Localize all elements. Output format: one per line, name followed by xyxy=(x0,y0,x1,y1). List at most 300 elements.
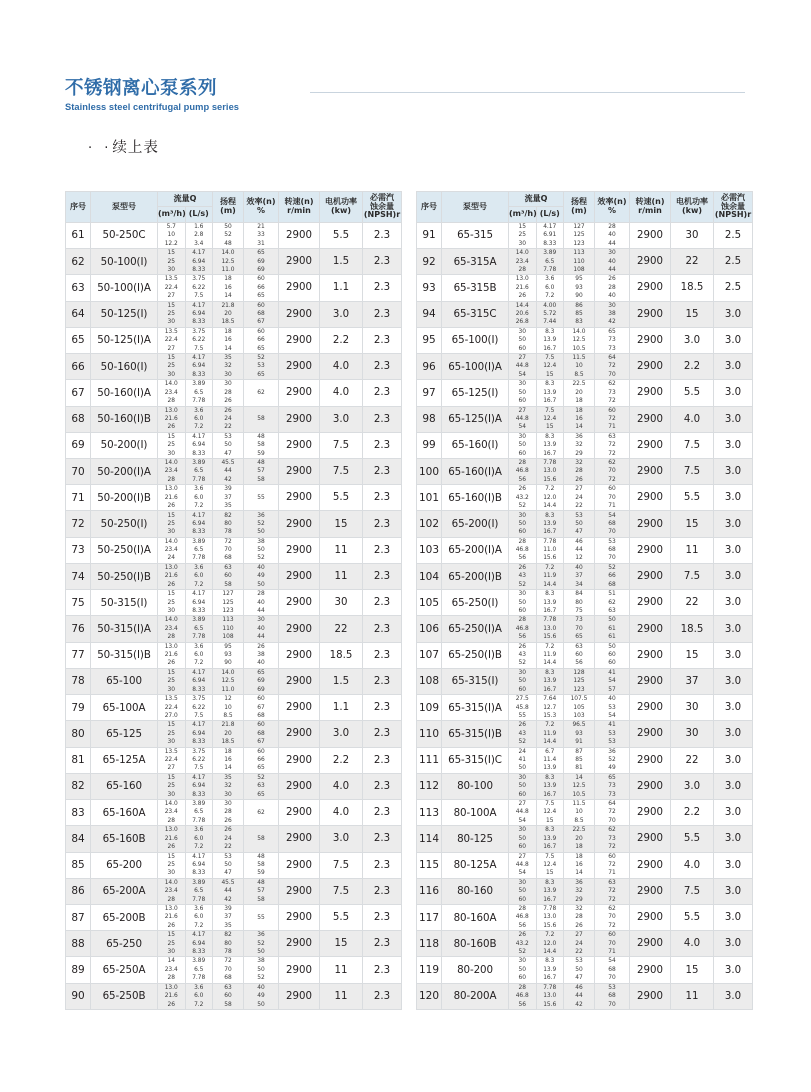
table-row[interactable] xyxy=(66,904,402,930)
cell-head-value: 30 xyxy=(224,801,232,808)
cell-head xyxy=(213,616,244,642)
cell-flow-ls-value: 3.89 xyxy=(543,250,557,257)
cell-head-value: 50 xyxy=(224,861,232,868)
table-row[interactable] xyxy=(417,354,753,380)
cell-seq: 104 xyxy=(417,563,442,589)
cell-flow-ls-value: 16.7 xyxy=(543,345,557,352)
cell-npsh: 2.3 xyxy=(363,511,402,537)
cell-flow-ls-value: 13.9 xyxy=(543,783,557,790)
cell-flow-m3h xyxy=(509,957,537,983)
cell-efficiency xyxy=(244,931,279,957)
table-row[interactable] xyxy=(417,327,753,353)
cell-flow-ls-value: 12.7 xyxy=(543,704,557,711)
cell-power: 3.0 xyxy=(320,406,363,432)
cell-flow-m3h xyxy=(509,616,537,642)
cell-flow-ls-value: 14.4 xyxy=(543,949,557,955)
col-header-npsh-l1: 必需汽 xyxy=(370,193,394,202)
col-header-flow-m3h: (m³/h) xyxy=(509,207,537,222)
cell-flow-ls-value: 11.9 xyxy=(543,652,557,659)
table-row[interactable] xyxy=(66,668,402,694)
cell-flow-m3h-value: 46.8 xyxy=(515,993,529,1000)
cell-head-value: 29 xyxy=(575,450,583,457)
cell-flow-m3h-value: 26 xyxy=(518,722,526,729)
cell-head-value: 22 xyxy=(575,503,583,510)
cell-efficiency-value: 73 xyxy=(608,389,616,396)
cell-efficiency-value: 21 xyxy=(257,223,265,230)
cell-power: 30 xyxy=(671,695,714,721)
cell-head-value: 18.5 xyxy=(221,319,235,326)
cell-flow-ls xyxy=(185,511,213,537)
table-row[interactable] xyxy=(66,773,402,799)
table-row[interactable] xyxy=(66,511,402,537)
cell-model: 65-250B xyxy=(91,983,158,1010)
cell-seq: 97 xyxy=(417,380,442,406)
cell-speed: 2900 xyxy=(630,301,671,327)
table-row[interactable] xyxy=(417,852,753,878)
table-row[interactable] xyxy=(417,432,753,458)
cell-flow-ls-value: 16.7 xyxy=(543,529,557,536)
table-row[interactable] xyxy=(417,642,753,668)
cell-model: 80-200A xyxy=(442,983,509,1010)
cell-speed: 2900 xyxy=(630,485,671,511)
table-row[interactable] xyxy=(417,275,753,301)
cell-efficiency-value: 38 xyxy=(608,311,616,317)
cell-seq: 80 xyxy=(66,721,91,747)
cell-head-value: 70 xyxy=(224,966,232,973)
cell-flow-m3h-value: 27 xyxy=(167,345,175,352)
cell-head-value: 125 xyxy=(573,678,585,685)
cell-speed: 2900 xyxy=(279,668,320,694)
cell-head-value: 37 xyxy=(224,914,232,921)
cell-efficiency-value: 36 xyxy=(257,932,265,939)
cell-efficiency-value: 70 xyxy=(608,468,616,475)
col-header-power-l1: 电机功率 xyxy=(325,197,357,207)
cell-power: 5.5 xyxy=(320,904,363,930)
cell-efficiency xyxy=(595,275,630,301)
cell-efficiency xyxy=(595,904,630,930)
cell-head-value: 24 xyxy=(575,940,583,947)
cell-flow-m3h-value: 56 xyxy=(518,1001,526,1008)
cell-efficiency-value: 65 xyxy=(257,669,265,676)
cell-efficiency-value: 30 xyxy=(608,302,616,309)
cell-npsh: 2.3 xyxy=(363,931,402,957)
cell-flow-m3h-value: 50 xyxy=(518,599,526,606)
table-row[interactable] xyxy=(417,301,753,327)
cell-head-value: 16 xyxy=(575,415,583,422)
cell-head-value: 68 xyxy=(224,555,232,562)
col-header-npsh xyxy=(363,192,402,223)
col-header-speed-l2: r/min xyxy=(287,205,311,215)
cell-flow-m3h-value: 25 xyxy=(167,520,175,527)
cell-head-value: 14 xyxy=(224,293,232,300)
table-row[interactable] xyxy=(417,563,753,589)
cell-speed: 2900 xyxy=(279,616,320,642)
cell-flow-ls-value: 7.5 xyxy=(194,765,204,772)
table-row[interactable] xyxy=(417,590,753,616)
cell-speed: 2900 xyxy=(630,380,671,406)
table-row[interactable] xyxy=(417,721,753,747)
table-row[interactable] xyxy=(66,406,402,432)
cell-flow-m3h-value: 56 xyxy=(518,922,526,929)
cell-seq: 118 xyxy=(417,931,442,957)
cell-power: 4.0 xyxy=(671,931,714,957)
table-row[interactable] xyxy=(66,458,402,484)
cell-flow-m3h-value: 30 xyxy=(167,739,175,746)
cell-head-value: 44 xyxy=(224,888,232,895)
table-row[interactable] xyxy=(66,616,402,642)
cell-flow-ls-value: 14.4 xyxy=(543,581,557,588)
cell-head-value: 108 xyxy=(573,266,585,273)
cell-head-value: 32 xyxy=(224,783,232,790)
cell-seq: 115 xyxy=(417,852,442,878)
cell-flow-m3h-value: 52 xyxy=(518,739,526,746)
cell-flow-m3h xyxy=(158,747,186,773)
cell-flow-m3h xyxy=(158,773,186,799)
cell-efficiency xyxy=(595,301,630,327)
cell-speed: 2900 xyxy=(279,904,320,930)
cell-model: 50-200(I)B xyxy=(91,485,158,511)
cell-flow-m3h xyxy=(509,642,537,668)
cell-npsh: 3.0 xyxy=(714,563,753,589)
cell-npsh: 3.0 xyxy=(714,826,753,852)
cell-speed: 2900 xyxy=(630,511,671,537)
cell-efficiency-value: 50 xyxy=(257,547,265,554)
table-row[interactable] xyxy=(417,249,753,275)
note-text: 续上表 xyxy=(112,140,159,156)
cell-power: 7.5 xyxy=(320,852,363,878)
cell-flow-ls-value: 13.0 xyxy=(543,914,557,921)
cell-flow-ls-value: 6.5 xyxy=(194,625,204,632)
table-row[interactable] xyxy=(417,747,753,773)
cell-seq: 71 xyxy=(66,485,91,511)
cell-npsh: 2.3 xyxy=(363,616,402,642)
cell-head-value: 50 xyxy=(224,442,232,449)
cell-seq: 100 xyxy=(417,458,442,484)
cell-flow-m3h-value: 50 xyxy=(518,520,526,527)
cell-head xyxy=(213,327,244,353)
cell-flow-ls xyxy=(185,485,213,511)
table-row[interactable] xyxy=(66,537,402,563)
cell-flow-m3h-value: 24 xyxy=(518,748,526,755)
cell-efficiency xyxy=(244,301,279,327)
cell-flow-m3h xyxy=(509,852,537,878)
table-row[interactable] xyxy=(417,222,753,248)
cell-flow-ls-value: 2.8 xyxy=(194,232,204,239)
cell-flow-ls-value: 3.6 xyxy=(194,906,204,913)
table-row[interactable] xyxy=(66,931,402,957)
cell-head-value: 12.5 xyxy=(572,783,586,790)
col-header-efficiency xyxy=(595,192,630,223)
table-row[interactable] xyxy=(66,275,402,301)
cell-seq: 79 xyxy=(66,695,91,721)
cell-seq: 65 xyxy=(66,327,91,353)
table-row[interactable] xyxy=(417,668,753,694)
cell-efficiency-value: 28 xyxy=(608,284,616,291)
cell-flow-m3h-value: 60 xyxy=(518,896,526,903)
table-row[interactable] xyxy=(66,354,402,380)
cell-head-value: 35 xyxy=(224,922,232,929)
cell-flow-ls-value: 7.2 xyxy=(194,503,204,510)
cell-flow-m3h-value: 14.0 xyxy=(164,617,178,624)
cell-flow-m3h xyxy=(509,983,537,1010)
cell-seq: 83 xyxy=(66,800,91,826)
cell-flow-m3h-value: 56 xyxy=(518,634,526,641)
cell-flow-m3h-value: 50 xyxy=(518,765,526,772)
cell-flow-m3h-value: 60 xyxy=(518,844,526,851)
cell-head-value: 26 xyxy=(224,827,232,834)
col-header-eff-l2: % xyxy=(607,205,616,215)
cell-flow-ls-value: 15 xyxy=(546,371,554,378)
cell-flow-m3h-value: 25 xyxy=(167,442,175,449)
cell-flow-m3h-value: 23.4 xyxy=(164,389,178,396)
cell-flow-m3h-value: 21.6 xyxy=(164,914,178,921)
table-row[interactable] xyxy=(66,222,402,248)
cell-flow-ls-value: 7.78 xyxy=(543,266,557,273)
table-row[interactable] xyxy=(66,852,402,878)
cell-flow-ls-value: 13.9 xyxy=(543,389,557,396)
cell-seq: 106 xyxy=(417,616,442,642)
cell-power: 5.5 xyxy=(320,222,363,248)
cell-power: 7.5 xyxy=(671,563,714,589)
table-row[interactable] xyxy=(66,563,402,589)
table-row[interactable] xyxy=(417,380,753,406)
cell-flow-m3h-value: 30 xyxy=(167,870,175,877)
cell-flow-ls xyxy=(185,380,213,406)
cell-flow-m3h xyxy=(509,773,537,799)
table-row[interactable] xyxy=(66,983,402,1010)
table-row[interactable] xyxy=(417,878,753,904)
cell-head-value: 50 xyxy=(224,223,232,230)
table-row[interactable] xyxy=(417,800,753,826)
cell-flow-m3h-value: 25 xyxy=(167,363,175,370)
cell-speed: 2900 xyxy=(279,380,320,406)
cell-flow-ls xyxy=(536,904,564,930)
cell-efficiency-value: 52 xyxy=(608,756,616,763)
cell-head-value: 16 xyxy=(575,861,583,868)
table-row[interactable] xyxy=(66,249,402,275)
cell-npsh: 3.0 xyxy=(714,327,753,353)
cell-head-value: 85 xyxy=(575,756,583,763)
cell-power: 2.2 xyxy=(671,354,714,380)
cell-flow-ls-value: 6.5 xyxy=(194,389,204,396)
cell-efficiency-value: 60 xyxy=(608,660,616,667)
cell-efficiency xyxy=(244,695,279,721)
table-row[interactable] xyxy=(417,458,753,484)
cell-head-value: 18 xyxy=(224,748,232,755)
cell-head-value: 8.5 xyxy=(223,712,233,719)
cell-efficiency xyxy=(244,721,279,747)
table-row[interactable] xyxy=(66,721,402,747)
cell-flow-m3h-value: 28 xyxy=(518,538,526,545)
table-row[interactable] xyxy=(66,878,402,904)
cell-efficiency-value: 60 xyxy=(257,696,265,703)
cell-efficiency xyxy=(595,983,630,1010)
cell-efficiency xyxy=(244,747,279,773)
cell-efficiency-value: 52 xyxy=(608,564,616,571)
cell-seq: 73 xyxy=(66,537,91,563)
cell-seq: 111 xyxy=(417,747,442,773)
cell-seq: 99 xyxy=(417,432,442,458)
cell-head-value: 11.5 xyxy=(572,801,586,808)
cell-head xyxy=(213,458,244,484)
cell-head-value: 26 xyxy=(224,817,232,824)
cell-flow-ls xyxy=(536,826,564,852)
table-row[interactable] xyxy=(417,485,753,511)
cell-efficiency-value: 57 xyxy=(608,686,616,693)
col-header-head-l2: (m) xyxy=(220,205,236,215)
cell-model: 65-250(I) xyxy=(442,590,509,616)
table-row[interactable] xyxy=(417,406,753,432)
cell-efficiency-value: 66 xyxy=(608,573,616,580)
cell-flow-m3h-value: 14.0 xyxy=(164,879,178,886)
cell-flow-ls xyxy=(185,590,213,616)
cell-head-value: 21.8 xyxy=(221,722,235,729)
cell-flow-m3h xyxy=(509,327,537,353)
cell-flow-ls-value: 8.33 xyxy=(192,607,206,614)
cell-power: 4.0 xyxy=(320,800,363,826)
cell-model: 65-125A xyxy=(91,747,158,773)
cell-speed: 2900 xyxy=(279,747,320,773)
cell-flow-m3h-value: 14.0 xyxy=(164,538,178,545)
cell-flow-ls xyxy=(536,721,564,747)
cell-head-value: 14 xyxy=(575,774,583,781)
table-row[interactable] xyxy=(417,983,753,1010)
table-row[interactable] xyxy=(66,800,402,826)
table-row[interactable] xyxy=(417,537,753,563)
cell-flow-m3h xyxy=(158,668,186,694)
cell-flow-ls-value: 11.9 xyxy=(543,730,557,737)
cell-power: 7.5 xyxy=(320,432,363,458)
table-row[interactable] xyxy=(66,485,402,511)
table-row[interactable] xyxy=(417,773,753,799)
cell-power: 30 xyxy=(671,721,714,747)
cell-head xyxy=(564,668,595,694)
table-row[interactable] xyxy=(66,380,402,406)
cell-speed: 2900 xyxy=(630,904,671,930)
cell-head xyxy=(564,747,595,773)
cell-flow-m3h-value: 23.4 xyxy=(164,966,178,973)
cell-efficiency-value: 51 xyxy=(608,591,616,598)
cell-efficiency-value: 60 xyxy=(257,722,265,729)
cell-flow-m3h xyxy=(509,721,537,747)
cell-head-value: 12 xyxy=(575,555,583,562)
cell-head-value: 35 xyxy=(224,355,232,362)
cell-efficiency-value: 58 xyxy=(257,476,265,483)
table-row[interactable] xyxy=(66,301,402,327)
cell-efficiency-value: 40 xyxy=(257,984,265,991)
table-row[interactable] xyxy=(417,826,753,852)
cell-flow-m3h-value: 13.0 xyxy=(515,276,529,283)
cell-flow-m3h-value: 23.4 xyxy=(515,258,529,265)
cell-efficiency-value: 69 xyxy=(257,258,265,265)
table-row[interactable] xyxy=(417,511,753,537)
table-row[interactable] xyxy=(66,642,402,668)
cell-flow-ls xyxy=(185,642,213,668)
cell-flow-ls-value: 3.75 xyxy=(192,328,206,335)
document-header xyxy=(65,78,745,112)
cell-head-value: 72 xyxy=(224,958,232,965)
cell-flow-ls xyxy=(536,327,564,353)
cell-power: 18.5 xyxy=(320,642,363,668)
cell-flow-ls-value: 3.75 xyxy=(192,696,206,703)
cell-model: 65-200(I) xyxy=(442,511,509,537)
table-row[interactable] xyxy=(417,616,753,642)
cell-seq: 86 xyxy=(66,878,91,904)
cell-flow-m3h-value: 43 xyxy=(518,652,526,659)
cell-flow-m3h xyxy=(509,695,537,721)
table-row[interactable] xyxy=(417,957,753,983)
cell-efficiency-value: 26 xyxy=(257,643,265,650)
cell-head-value: 10.5 xyxy=(572,345,586,352)
cell-model: 65-100 xyxy=(91,668,158,694)
cell-model: 65-315C xyxy=(442,301,509,327)
cell-model: 65-100A xyxy=(91,695,158,721)
cell-flow-ls-value: 6.5 xyxy=(194,547,204,554)
col-header-eff-l2: % xyxy=(256,205,265,215)
table-row[interactable] xyxy=(66,590,402,616)
table-row[interactable] xyxy=(66,432,402,458)
table-row[interactable] xyxy=(417,904,753,930)
cell-head-value: 113 xyxy=(222,617,234,624)
col-header-power-l1: 电机功率 xyxy=(676,197,708,207)
cell-flow-m3h-value: 15 xyxy=(167,355,175,362)
cell-head-value: 26 xyxy=(224,407,232,414)
cell-flow-ls-value: 7.78 xyxy=(543,906,557,913)
cell-speed: 2900 xyxy=(630,852,671,878)
cell-head-value: 18 xyxy=(575,398,583,405)
cell-flow-m3h xyxy=(509,275,537,301)
cell-head-value: 48 xyxy=(224,240,232,247)
cell-efficiency-value: 66 xyxy=(257,756,265,763)
cell-flow-m3h-value: 26 xyxy=(167,581,175,588)
cell-efficiency-value: 54 xyxy=(608,958,616,965)
table-row[interactable] xyxy=(66,826,402,852)
cell-flow-ls-value: 11.4 xyxy=(543,756,557,763)
table-row[interactable] xyxy=(66,327,402,353)
cell-speed: 2900 xyxy=(630,721,671,747)
cell-speed: 2900 xyxy=(279,485,320,511)
cell-npsh: 3.0 xyxy=(714,695,753,721)
table-row[interactable] xyxy=(66,957,402,983)
cell-flow-ls-value: 3.75 xyxy=(192,276,206,283)
cell-flow-m3h-value: 43.2 xyxy=(515,494,529,501)
col-header-npsh-l2: 蚀余量 xyxy=(721,201,745,211)
table-row[interactable] xyxy=(66,747,402,773)
cell-flow-m3h-value: 52 xyxy=(518,949,526,955)
cell-head-value: 123 xyxy=(573,240,585,247)
cell-flow-m3h-value: 25 xyxy=(167,783,175,790)
cell-flow-m3h-value: 23.4 xyxy=(164,809,178,816)
table-row[interactable] xyxy=(417,931,753,957)
cell-head-value: 12 xyxy=(224,696,232,703)
cell-flow-ls xyxy=(185,747,213,773)
cell-flow-m3h-value: 21.6 xyxy=(164,835,178,842)
cell-head-value: 39 xyxy=(224,486,232,493)
cell-head-value: 58 xyxy=(224,1001,232,1008)
cell-flow-ls-value: 13.9 xyxy=(543,835,557,842)
table-row[interactable] xyxy=(66,695,402,721)
cell-power: 5.5 xyxy=(671,485,714,511)
cell-flow-ls-value: 8.3 xyxy=(545,669,555,676)
cell-head-value: 83 xyxy=(575,319,583,326)
cell-power: 22 xyxy=(671,590,714,616)
cell-flow-m3h-value: 28 xyxy=(167,975,175,982)
cell-flow-m3h-value: 44.8 xyxy=(515,415,529,422)
cell-efficiency-value: 63 xyxy=(608,607,616,614)
table-row[interactable] xyxy=(417,695,753,721)
cell-head-value: 42 xyxy=(224,896,232,903)
cell-power: 3.0 xyxy=(671,773,714,799)
